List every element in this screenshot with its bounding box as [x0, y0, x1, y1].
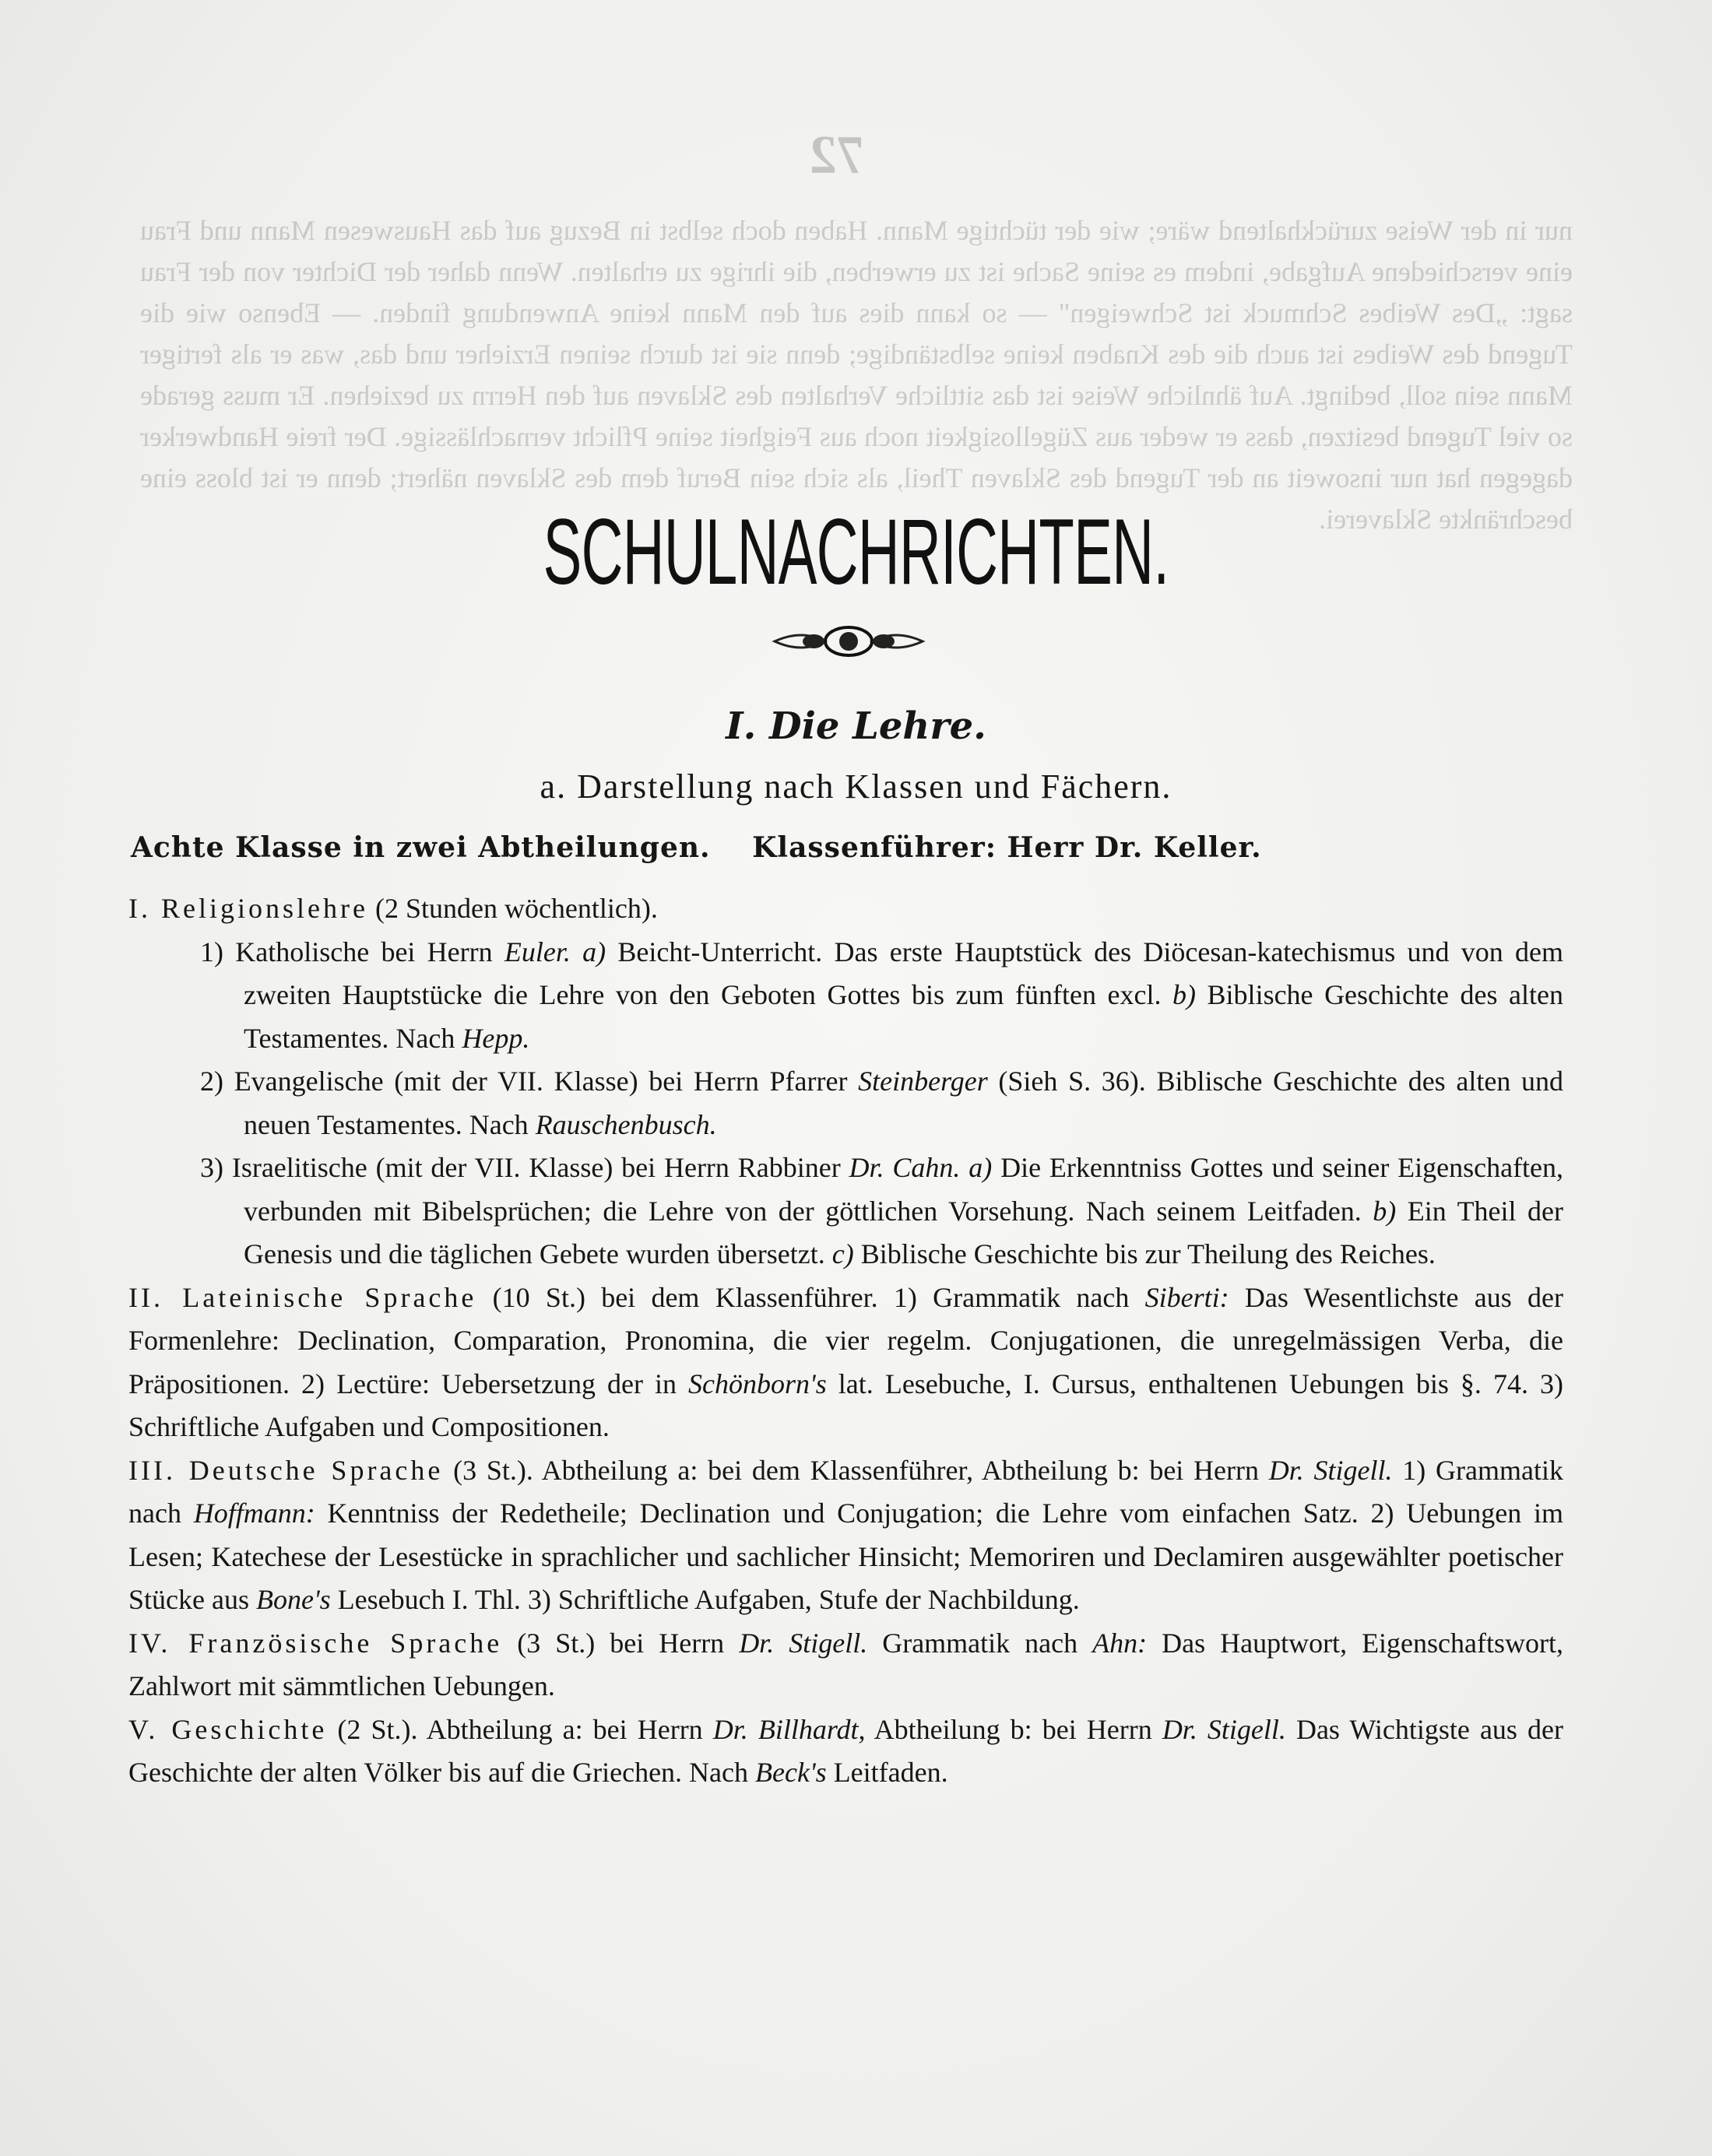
french-head: IV. Französische Sprache	[128, 1627, 503, 1659]
religion-head: I. Religionslehre	[128, 893, 368, 924]
page-title: SCHULNACHRICHTEN.	[543, 500, 1169, 604]
body-text	[128, 887, 1563, 1795]
french-paragraph: IV. Französische Sprache (3 St.) bei Herrn Dr. Stigell. Grammatik nach Ahn: Das Hauptwort, Eigenschaftswort, Zahlwort mit sämmtlichen Uebungen.	[128, 1627, 1563, 1701]
german-paragraph: III. Deutsche Sprache (3 St.). Abtheilung a: bei dem Klassenführer, Abtheilung b: bei Herrn Dr. Stigell. 1) Grammatik nach Hoffmann: Kenntniss der Redetheile; Declination und Conjugation; die Lehre vom einfachen Satz. 2) Uebungen im Lesen; Katechese der Lesestücke in sprachlicher und sachlicher Hinsicht; Memoriren und Declamiren ausgewählter poetischer Stücke aus Bone's Lesebuch I. Thl. 3) Schriftliche Aufgaben, Stufe der Nachbildung.	[128, 1454, 1563, 1615]
show-through-text: nur in der Weise zurückhaltend wäre; wie der tüchtige Mann. Haben doch selbst in Bezug auf das Hauswesen Mann und Frau eine verschiedene Aufgabe, indem es seine Sache ist zu erwerben, die ihrige zu erhalten. Wenn daher der Dichter von der Frau sagt: „Des Weibes Schmuck ist Schweigen" — so kann dies auf den Mann keine Anwendung finden. — Ebenso wie die Tugend des Weibes ist auch die des Knaben keine selbständige; denn sie ist durch seinen Erzieher und das, was er als fertiger Mann sein soll, bedingt. Auf ähnliche Weise ist das sittliche Verhalten des Sklaven auf den Herrn zu beziehen. Er muss gerade so viel Tugend besitzen, dass er weder aus Zügellosigkeit noch aus Feigheit seine Pflicht vernachlässige. Der freie Handwerker dagegen hat nur insoweit an der Tugend des Sklaven Theil, als sich sein Beruf dem des Sklaven nähert; denn er ist bloss eine beschränkte Sklaverei.	[133, 215, 1573, 535]
latin-head: II. Lateinische Sprache	[128, 1281, 477, 1313]
history-head: V. Geschichte	[128, 1713, 328, 1745]
show-through-page-number: 72	[810, 125, 864, 185]
class-label: Achte Klasse in zwei Abtheilungen.	[131, 831, 711, 864]
religion-item-1: 1) Katholische bei Herrn Euler. a) Beicht-Unterricht. Das erste Hauptstück des Diöcesan-katechismus und von dem zweiten Hauptstücke die Lehre von den Geboten Gottes bis zum fünften excl. b) Biblische Geschichte des alten Testamentes. Nach Hepp.	[200, 936, 1563, 1054]
religion-item-2: 2) Evangelische (mit der VII. Klasse) bei Herrn Pfarrer Steinberger (Sieh S. 36). Biblische Geschichte des alten und neuen Testamentes. Nach Rauschenbusch.	[200, 1066, 1564, 1140]
religion-tail: (2 Stunden wöchentlich).	[367, 893, 658, 924]
german-head: III. Deutsche Sprache	[128, 1454, 444, 1486]
religion-paragraph	[128, 887, 1563, 931]
ornament-divider	[771, 623, 926, 660]
history-paragraph: V. Geschichte (2 St.). Abtheilung a: bei Herrn Dr. Billhardt, Abtheilung b: bei Herrn Dr. Stigell. Das Wichtigste aus der Geschichte der alten Völker bis auf die Griechen. Nach Beck's Leitfaden.	[128, 1713, 1563, 1788]
section-heading: I. Die Lehre.	[726, 704, 986, 748]
subsection-heading: a. Darstellung nach Klassen und Fächern.	[540, 767, 1172, 806]
latin-paragraph: II. Lateinische Sprache (10 St.) bei dem Klassenführer. 1) Grammatik nach Siberti: Das Wesentlichste aus der Formenlehre: Declination, Comparation, Pronomina, die vier regelm. Conjugationen, die unregelmässigen Verba, die Präpositionen. 2) Lectüre: Uebersetzung der in Schönborn's lat. Lesebuche, I. Cursus, enthaltenen Uebungen bis §. 74. 3) Schriftliche Aufgaben und Compositionen.	[128, 1281, 1564, 1442]
class-heading	[131, 831, 1563, 864]
class-leader: Klassenführer: Herr Dr. Keller.	[752, 831, 1262, 864]
religion-item-3: 3) Israelitische (mit der VII. Klasse) bei Herrn Rabbiner Dr. Cahn. a) Die Erkenntniss Gottes und seiner Eigenschaften, verbunden mit Bibelsprüchen; die Lehre von der göttlichen Vorsehung. Nach seinem Leitfaden. b) Ein Theil der Genesis und die täglichen Gebete wurden übersetzt. c) Biblische Geschichte bis zur Theilung des Reiches.	[200, 1152, 1564, 1269]
